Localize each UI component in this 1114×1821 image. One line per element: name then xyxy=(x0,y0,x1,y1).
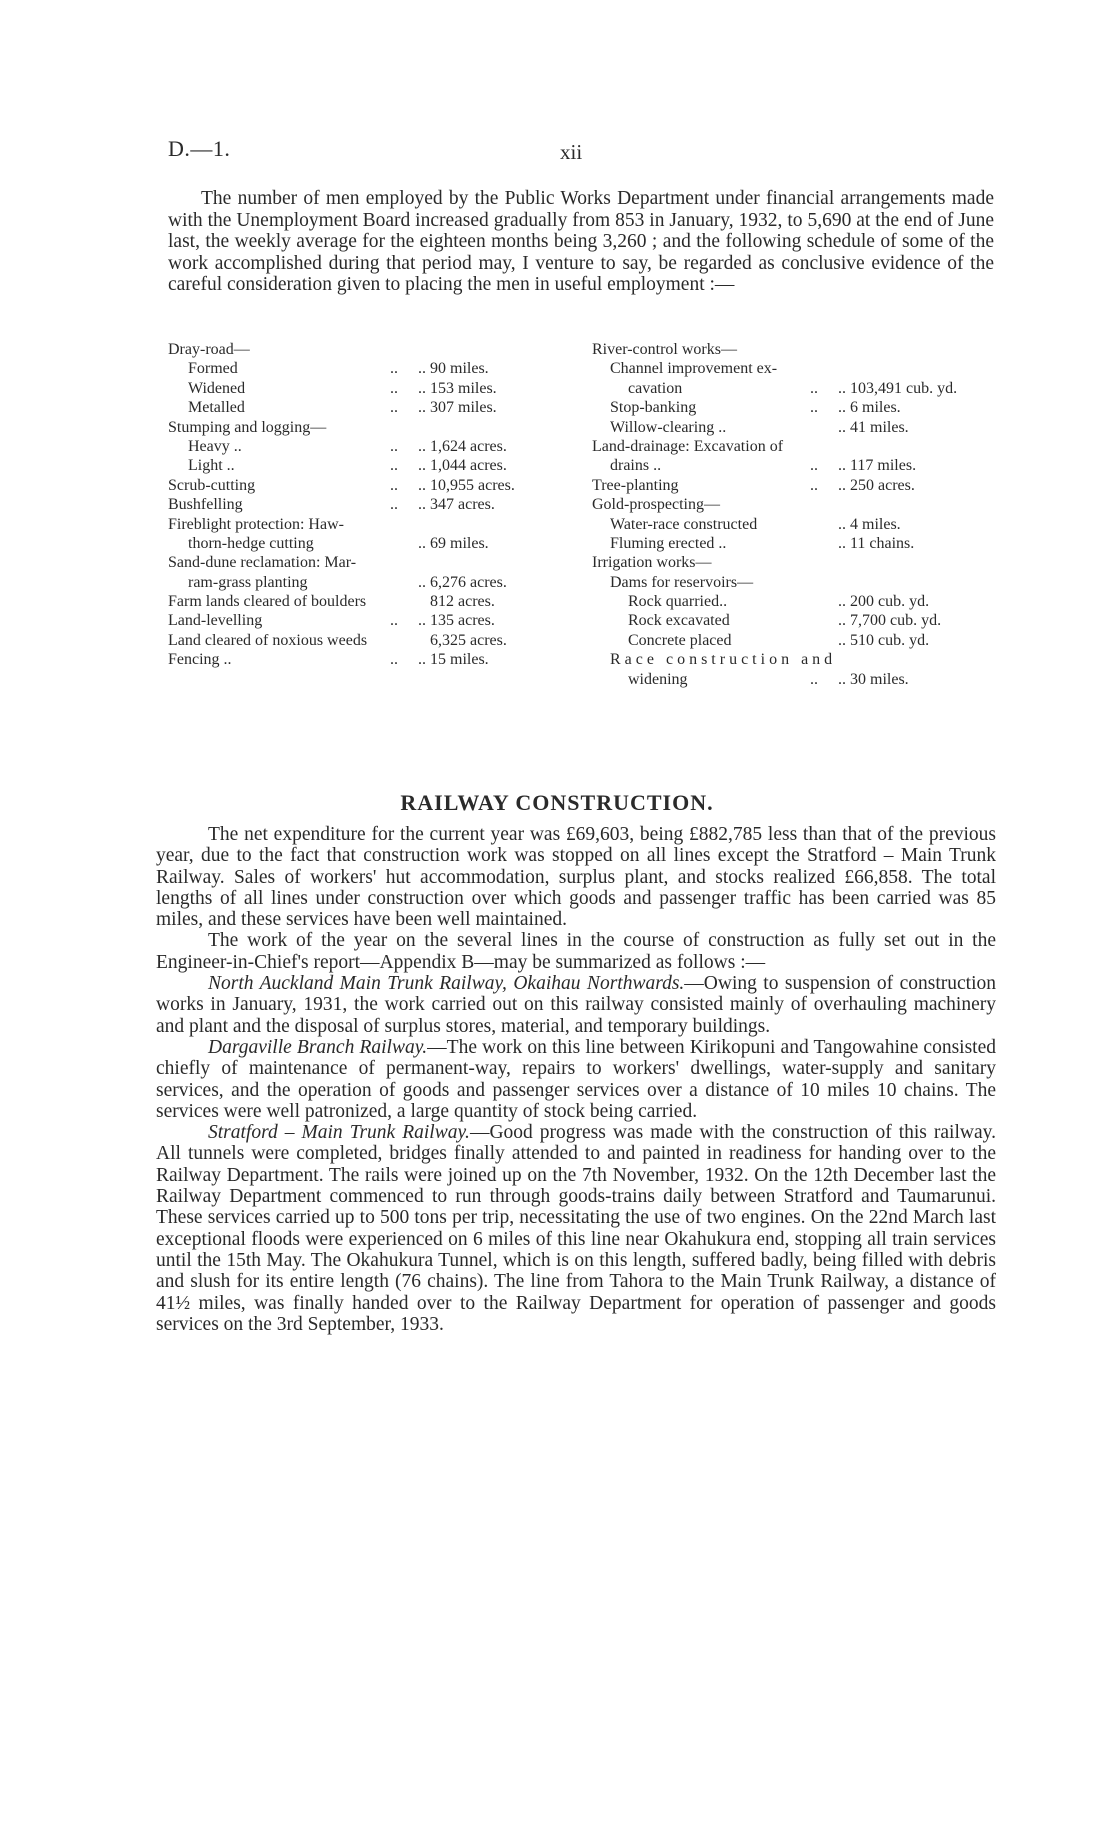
leader-dots: .. .. xyxy=(390,476,426,494)
schedule-label: Formed xyxy=(188,360,238,378)
schedule-row xyxy=(168,495,518,514)
schedule-row xyxy=(168,340,518,359)
schedule-value: 6 miles. xyxy=(850,399,901,417)
schedule-label: Scrub-cutting xyxy=(168,476,256,494)
schedule-value: 4 miles. xyxy=(850,515,901,533)
schedule-label: Rock excavated xyxy=(628,612,730,630)
schedule-row xyxy=(592,456,1012,475)
schedule-value: 30 miles. xyxy=(850,670,909,688)
leader-dots: .. .. xyxy=(810,457,846,475)
schedule-row xyxy=(168,456,518,475)
schedule-row xyxy=(168,437,518,456)
schedule-row xyxy=(592,534,1012,553)
railway-line-title: Dargaville Branch Railway. xyxy=(208,1036,428,1058)
schedule-value: 347 acres. xyxy=(430,496,495,514)
leader-dots: .. .. xyxy=(390,399,426,417)
leader-dots: .. .. xyxy=(390,437,426,455)
paragraph: The work of the year on the several lines in the course of construction as fully set out in the Engineer-in-Chief's report—Appendix B—may be summarized as follows :— xyxy=(156,930,996,973)
leader-dots: .. .. xyxy=(810,399,846,417)
schedule-value: 90 miles. xyxy=(430,360,489,378)
schedule-label: Fencing .. xyxy=(168,651,232,669)
schedule-label: River-control works— xyxy=(592,341,737,358)
schedule-row xyxy=(592,631,1012,650)
paragraph xyxy=(156,1037,996,1122)
schedule-row xyxy=(592,611,1012,630)
schedule-value: 510 cub. yd. xyxy=(850,631,930,649)
schedule-row xyxy=(592,340,1012,359)
schedule-value: 7,700 cub. yd. xyxy=(850,612,942,630)
schedule-row xyxy=(592,592,1012,611)
schedule-row xyxy=(168,515,518,534)
paragraph-text: —Owing to suspension of construction works in January, 1931, the work carried out on this railway consisted mainly of overhauling machinery and plant and the disposal of surplus stores, material, and temporary buildings. xyxy=(156,973,996,1037)
schedule-label: ram-grass planting xyxy=(188,573,308,591)
leader-dots: .. .. xyxy=(810,476,846,494)
schedule-row xyxy=(168,553,518,572)
schedule-value: 812 acres. xyxy=(430,593,495,611)
schedule-label: Land-drainage: Excavation of xyxy=(592,437,784,455)
schedule-label: Tree-planting xyxy=(592,476,679,494)
schedule-row xyxy=(592,359,1012,378)
leader-dots: .. xyxy=(810,631,846,649)
schedule-row xyxy=(592,398,1012,417)
schedule-label: Gold-prospecting— xyxy=(592,496,720,514)
schedule-left-column xyxy=(168,340,518,670)
leader-dots: .. .. xyxy=(390,360,426,378)
schedule-row xyxy=(168,631,518,650)
railway-line-title: Stratford – Main Trunk Railway. xyxy=(208,1122,470,1144)
schedule-label: Stumping and logging— xyxy=(168,418,327,436)
schedule-right-column xyxy=(592,340,1012,689)
schedule-row xyxy=(592,553,1012,572)
intro-paragraph: The number of men employed by the Public Works Department under financial arrangements made with the Unemployment Board increased gradually from 853 in January, 1932, to 5,690 at the end of June last, the weekly average for the eighteen months being 3,260 ; and the following schedule of some of the work accomplished during that period may, I venture to say, be regarded as conclusive evidence of the careful consideration given to placing the men in useful employment :— xyxy=(168,188,994,295)
schedule-label: Fireblight protection: Haw- xyxy=(168,515,344,533)
schedule-label: Metalled xyxy=(188,399,245,417)
schedule-value: 69 miles. xyxy=(430,534,489,552)
paragraph: The net expenditure for the current year was £69,603, being £882,785 less than that of the previous year, due to the fact that construction work was stopped on all lines except the Stratford – Main Trunk Railway. Sales of workers' hut accommodation, surplus plant, and stocks realized £66,858. The total lengths of all lines under construction over which goods and passenger traffic has been carried was 85 miles, and these services have been well maintained. xyxy=(156,824,996,931)
schedule-label: Fluming erected .. xyxy=(610,534,727,552)
leader-dots: .. .. xyxy=(810,379,846,397)
railway-construction-body xyxy=(156,824,996,1335)
schedule-value: 250 acres. xyxy=(850,476,915,494)
schedule-row xyxy=(168,534,518,553)
schedule-label: Sand-dune reclamation: Mar- xyxy=(168,554,357,572)
schedule-row xyxy=(592,573,1012,592)
schedule-value: 41 miles. xyxy=(850,418,909,436)
schedule-label: Channel improvement ex- xyxy=(610,360,778,378)
schedule-row xyxy=(592,650,1012,669)
leader-dots: .. xyxy=(810,534,846,552)
schedule-label: Water-race constructed xyxy=(610,515,758,533)
schedule-label: Stop-banking xyxy=(610,399,697,417)
leader-dots: .. .. xyxy=(390,612,426,630)
schedule-row xyxy=(168,611,518,630)
schedule-value: 6,276 acres. xyxy=(430,573,507,591)
schedule-value: 307 miles. xyxy=(430,399,497,417)
schedule-value: 200 cub. yd. xyxy=(850,593,930,611)
schedule-label: Widened xyxy=(188,379,246,397)
schedule-label: Rock quarried.. xyxy=(628,593,728,611)
leader-dots: .. .. xyxy=(390,457,426,475)
leader-dots: .. .. xyxy=(390,496,426,514)
schedule-label: Farm lands cleared of boulders xyxy=(168,593,367,611)
paragraph-text: —The work on this line between Kirikopuni and Tangowahine consisted chiefly of maintenance of permanent-way, repairs to workers' dwellings, water-supply and sanitary services, and the operation of goods and passenger services over a distance of 10 miles 10 chains. The services were well patronized, a large quantity of stock being carried. xyxy=(156,1036,996,1122)
leader-dots: .. xyxy=(810,612,846,630)
schedule-label: Dray-road— xyxy=(168,341,250,358)
page-number: xii xyxy=(560,140,583,164)
schedule-label: Willow-clearing .. xyxy=(610,418,727,436)
paragraph xyxy=(156,1122,996,1335)
schedule-label: thorn-hedge cutting xyxy=(188,534,314,552)
schedule-label: drains .. xyxy=(610,457,662,475)
schedule-label: Light .. xyxy=(188,457,235,475)
schedule-value: 6,325 acres. xyxy=(430,631,507,649)
leader-dots: .. xyxy=(810,515,846,533)
schedule-label: Heavy .. xyxy=(188,437,242,455)
schedule-row xyxy=(168,398,518,417)
paragraph xyxy=(156,973,996,1037)
schedule-row xyxy=(168,476,518,495)
leader-dots: .. xyxy=(810,418,846,436)
schedule-row xyxy=(168,379,518,398)
leader-dots: .. .. xyxy=(390,379,426,397)
schedule-label: Concrete placed xyxy=(628,631,732,649)
leader-dots: .. xyxy=(810,593,846,611)
schedule-value: 11 chains. xyxy=(850,534,915,552)
schedule-row xyxy=(592,379,1012,398)
leader-dots: .. .. xyxy=(390,651,426,669)
schedule-row xyxy=(592,670,1012,689)
schedule-value: 15 miles. xyxy=(430,651,489,669)
schedule-label: widening xyxy=(628,670,688,688)
schedule-value: 1,624 acres. xyxy=(430,437,507,455)
schedule-label: Land cleared of noxious weeds xyxy=(168,631,368,649)
document-reference: D.—1. xyxy=(168,136,231,161)
schedule-label: Bushfelling xyxy=(168,496,243,514)
schedule-row xyxy=(592,495,1012,514)
leader-dots: .. .. xyxy=(810,670,846,688)
schedule-value: 135 acres. xyxy=(430,612,495,630)
schedule-label: Irrigation works— xyxy=(592,554,712,572)
schedule-row xyxy=(168,418,518,437)
schedule-row xyxy=(592,476,1012,495)
schedule-label: Land-levelling xyxy=(168,612,263,630)
schedule-value: 117 miles. xyxy=(850,457,917,475)
railway-line-title: North Auckland Main Trunk Railway, Okaihau Northwards. xyxy=(208,973,685,995)
schedule-row xyxy=(168,650,518,669)
schedule-label: Race construction and xyxy=(610,651,837,669)
schedule-label: cavation xyxy=(628,379,683,397)
schedule-row xyxy=(168,573,518,592)
schedule-row xyxy=(592,418,1012,437)
schedule-row xyxy=(592,437,1012,456)
schedule-value: 1,044 acres. xyxy=(430,457,507,475)
paragraph-text: —Good progress was made with the construction of this railway. All tunnels were completed, bridges finally attended to and painted in readiness for handing over to the Railway Department. The rails were joined up on the 7th November, 1932. On the 12th December last the Railway Department commenced to run through goods-trains daily between Stratford and Taumarunui. These services carried up to 500 tons per trip, necessitating the use of two engines. On the 22nd March last exceptional floods were experienced on 6 miles of this line near Okahukura end, stopping all train services until the 15th May. The Okahukura Tunnel, which is on this length, suffered badly, being filled with debris and slush for its entire length (76 chains). The line from Tahora to the Main Trunk Railway, a distance of 41½ miles, was finally handed over to the Railway Department for operation of passenger and goods services on the 3rd September, 1933. xyxy=(156,1122,996,1335)
leader-dots: .. xyxy=(390,573,426,591)
schedule-value: 103,491 cub. yd. xyxy=(850,379,958,397)
section-heading: RAILWAY CONSTRUCTION. xyxy=(400,790,714,815)
schedule-label: Dams for reservoirs— xyxy=(610,573,754,591)
schedule-row xyxy=(592,515,1012,534)
schedule-row xyxy=(168,592,518,611)
leader-dots: .. xyxy=(390,534,426,552)
schedule-row xyxy=(168,359,518,378)
schedule-value: 153 miles. xyxy=(430,379,497,397)
schedule-value: 10,955 acres. xyxy=(430,476,515,494)
